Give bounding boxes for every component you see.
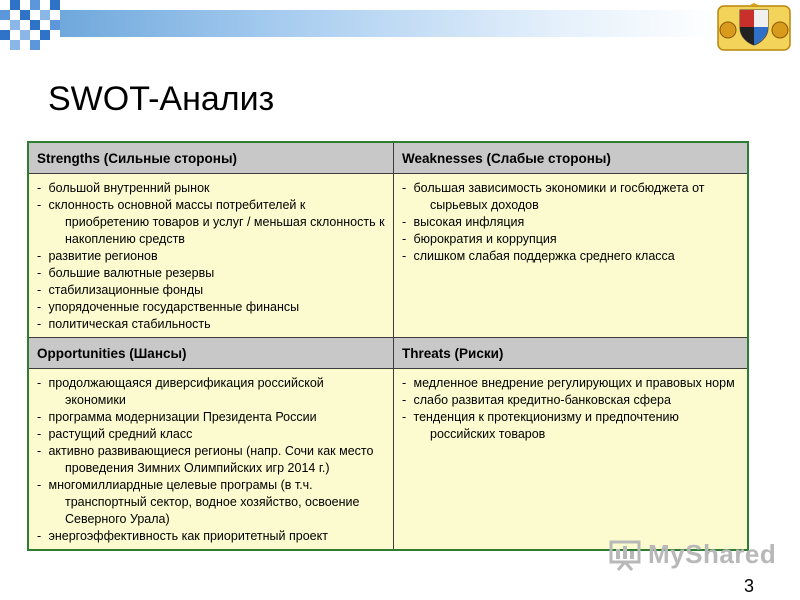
list-item-text: большие валютные резервы [48, 266, 215, 280]
list-item [37, 197, 385, 248]
list-item [37, 248, 385, 265]
list-item-text: тенденция к протекционизму и предпочтению российских товаров [413, 410, 679, 441]
bullet-dash: - [402, 215, 407, 229]
list-item-text: слабо развитая кредитно-банковская сфера [413, 393, 671, 407]
list-item-text: программа модернизации Президента России [48, 410, 317, 424]
swot-body-row [28, 369, 748, 551]
list-item [402, 231, 739, 248]
weaknesses-cell [394, 174, 749, 338]
list-item [37, 443, 385, 477]
list-item [37, 409, 385, 426]
bullet-dash: - [37, 410, 42, 424]
list-item [37, 299, 385, 316]
list-item-text: стабилизационные фонды [48, 283, 204, 297]
bullet-dash: - [37, 300, 42, 314]
list-item-text: продолжающаяся диверсификация российской экономики [48, 376, 324, 407]
list-item [37, 282, 385, 299]
bullet-dash: - [402, 232, 407, 246]
threats-list [394, 369, 747, 447]
strengths-list [29, 174, 393, 337]
list-item-text: многомиллиардные целевые програмы (в т.ч. транспортный сектор, водное хозяйство, освоение Северного Урала) [48, 478, 360, 526]
list-item [37, 316, 385, 333]
list-item-text: бюрократия и коррупция [413, 232, 557, 246]
list-item-text: энергоэффективность как приоритетный проект [48, 529, 328, 543]
bullet-dash: - [37, 249, 42, 263]
opportunities-header: Opportunities (Шансы) [28, 338, 394, 369]
list-item-text: высокая инфляция [413, 215, 525, 229]
bullet-dash: - [37, 478, 42, 492]
swot-header-row [28, 142, 748, 174]
swot-header-row [28, 338, 748, 369]
presentation-board-icon [608, 539, 642, 571]
opportunities-cell [28, 369, 394, 551]
list-item-text: развитие регионов [48, 249, 158, 263]
bullet-dash: - [402, 410, 407, 424]
list-item [402, 392, 739, 409]
bullet-dash: - [402, 249, 407, 263]
list-item-text: слишком слабая поддержка среднего класса [413, 249, 675, 263]
list-item [37, 528, 385, 545]
list-item [402, 375, 739, 392]
bullet-dash: - [402, 181, 407, 195]
swot-table [27, 141, 749, 551]
bullet-dash: - [402, 376, 407, 390]
list-item [37, 265, 385, 282]
bullet-dash: - [37, 317, 42, 331]
list-item [37, 426, 385, 443]
list-item-text: активно развивающиеся регионы (напр. Сочи как место проведения Зимних Олимпийских игр 2014 г.) [48, 444, 374, 475]
bullet-dash: - [37, 376, 42, 390]
weaknesses-list [394, 174, 747, 269]
list-item-text: политическая стабильность [48, 317, 211, 331]
header-gradient-band [60, 10, 720, 37]
list-item [37, 375, 385, 409]
decorative-header [0, 0, 800, 48]
list-item [402, 214, 739, 231]
bullet-dash: - [402, 393, 407, 407]
bullet-dash: - [37, 529, 42, 543]
bullet-dash: - [37, 198, 42, 212]
weaknesses-header: Weaknesses (Слабые стороны) [394, 142, 749, 174]
page-number: 3 [743, 576, 754, 596]
list-item [402, 180, 739, 214]
opportunities-list [29, 369, 393, 549]
strengths-cell [28, 174, 394, 338]
threats-cell [394, 369, 749, 551]
bullet-dash: - [37, 266, 42, 280]
bullet-dash: - [37, 444, 42, 458]
list-item-text: большая зависимость экономики и госбюджета от сырьевых доходов [413, 181, 705, 212]
list-item-text: медленное внедрение регулирующих и правовых норм [413, 376, 735, 390]
watermark [608, 537, 777, 575]
list-item-text: склонность основной массы потребителей к приобретению товаров и услуг / меньшая склонность к накоплению средств [48, 198, 385, 246]
bullet-dash: - [37, 427, 42, 441]
coat-of-arms-icon [716, 2, 792, 52]
list-item [402, 248, 739, 265]
threats-header: Threats (Риски) [394, 338, 749, 369]
list-item [402, 409, 739, 443]
list-item-text: большой внутренний рынок [48, 181, 210, 195]
list-item [37, 477, 385, 528]
strengths-header: Strengths (Сильные стороны) [28, 142, 394, 174]
slide-title: SWOT-Анализ [48, 80, 275, 118]
watermark-text: MyShared [648, 539, 777, 569]
list-item [37, 180, 385, 197]
bullet-dash: - [37, 181, 42, 195]
bullet-dash: - [37, 283, 42, 297]
swot-body-row [28, 174, 748, 338]
list-item-text: упорядоченные государственные финансы [48, 300, 300, 314]
list-item-text: растущий средний класс [48, 427, 193, 441]
